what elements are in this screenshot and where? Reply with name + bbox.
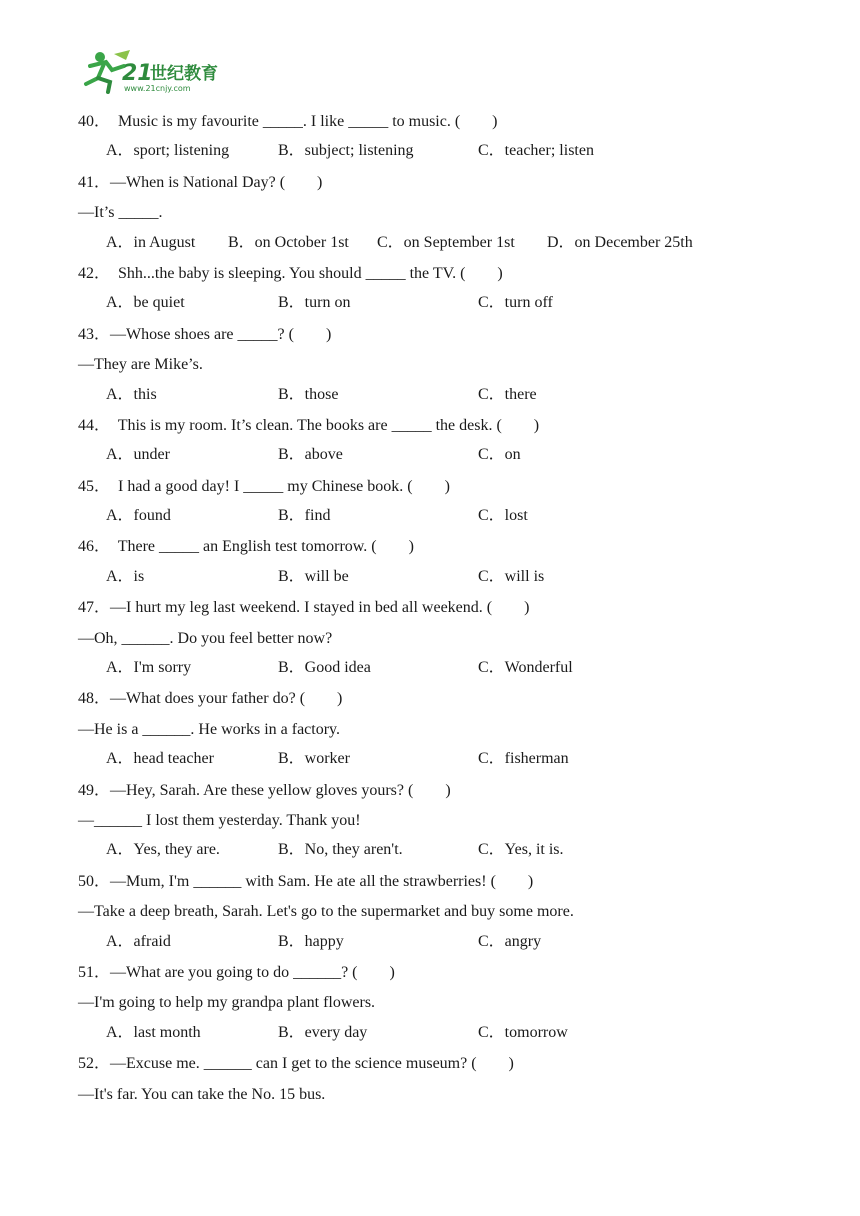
option-a[interactable]: A．I'm sorry — [106, 659, 192, 677]
option-c[interactable]: C．will is — [478, 567, 545, 585]
option-row — [78, 928, 778, 958]
option-b[interactable]: B．find — [278, 507, 331, 525]
runner-logo-icon — [78, 48, 248, 94]
question-reply: —He is a ______. He works in a factory. — [78, 720, 341, 738]
question-reply: —I'm going to help my grandpa plant flowers. — [78, 994, 376, 1012]
option-a[interactable]: A．sport; listening — [106, 142, 230, 160]
option-a[interactable]: A．this — [106, 385, 157, 403]
option-c[interactable]: C．on — [478, 446, 521, 464]
option-b[interactable]: B．will be — [278, 567, 349, 585]
question-stem: 47．—I hurt my leg last weekend. I stayed in bed all weekend. ( ) — [78, 599, 530, 617]
option-c[interactable]: C．turn off — [478, 294, 553, 312]
option-row — [78, 137, 778, 167]
question-stem: 44． This is my room. It’s clean. The books are _____ the desk. ( ) — [78, 416, 540, 434]
option-c[interactable]: C．teacher; listen — [478, 142, 594, 160]
question-stem: 52．—Excuse me. ______ can I get to the science museum? ( ) — [78, 1055, 514, 1073]
option-c[interactable]: C．angry — [478, 932, 542, 950]
option-row — [78, 745, 778, 775]
option-c[interactable]: C．Wonderful — [478, 659, 573, 677]
option-a[interactable]: A．under — [106, 446, 170, 464]
option-c[interactable]: C．tomorrow — [478, 1023, 568, 1041]
option-row — [78, 502, 778, 532]
question-reply: —Oh, ______. Do you feel better now? — [78, 629, 333, 647]
question-stem: 45． I had a good day! I _____ my Chinese book. ( ) — [78, 477, 450, 495]
option-row — [78, 654, 778, 684]
question-reply: —It’s _____. — [78, 204, 163, 222]
option-row — [78, 563, 778, 593]
option-row — [78, 441, 778, 471]
option-c[interactable]: C．there — [478, 385, 537, 403]
option-b[interactable]: B．every day — [278, 1023, 368, 1041]
option-a[interactable]: A．in August — [106, 233, 196, 251]
question-list — [78, 107, 778, 1110]
option-b[interactable]: B．Good idea — [278, 659, 371, 677]
option-a[interactable]: A．be quiet — [106, 294, 185, 312]
question-stem: 40． Music is my favourite _____. I like _____ to music. ( ) — [78, 113, 498, 130]
question-stem: 50．—Mum, I'm ______ with Sam. He ate all the strawberries! ( ) — [78, 872, 534, 890]
option-a[interactable]: A．last month — [106, 1023, 201, 1041]
option-b[interactable]: B．happy — [278, 932, 344, 950]
site-logo — [78, 48, 248, 94]
option-a[interactable]: A．head teacher — [106, 750, 214, 768]
option-c[interactable]: C．on September 1st — [377, 233, 515, 251]
svg-text:21: 21 — [122, 61, 153, 86]
option-row — [78, 381, 778, 411]
option-b[interactable]: B．No, they aren't. — [278, 841, 403, 859]
question-reply: —______ I lost them yesterday. Thank you! — [78, 811, 361, 829]
option-c[interactable]: C．Yes, it is. — [478, 841, 564, 859]
question-stem: 42． Shh...the baby is sleeping. You should _____ the TV. ( ) — [78, 264, 503, 282]
question-reply: —It's far. You can take the No. 15 bus. — [78, 1085, 326, 1103]
option-b[interactable]: B．above — [278, 446, 343, 464]
option-row — [78, 1019, 778, 1049]
question-stem: 46． There _____ an English test tomorrow. ( ) — [78, 538, 414, 556]
option-row — [78, 229, 778, 259]
option-a[interactable]: A．afraid — [106, 932, 171, 950]
question-stem: 41．—When is National Day? ( ) — [78, 173, 323, 191]
question-reply: —Take a deep breath, Sarah. Let's go to the supermarket and buy some more. — [78, 903, 574, 921]
option-a[interactable]: A．found — [106, 507, 171, 525]
question-stem: 48．—What does your father do? ( ) — [78, 690, 343, 708]
option-b[interactable]: B．on October 1st — [228, 233, 349, 251]
option-c[interactable]: C．lost — [478, 507, 528, 525]
option-b[interactable]: B．turn on — [278, 294, 351, 312]
option-row — [78, 289, 778, 319]
option-b[interactable]: B．those — [278, 385, 339, 403]
question-stem: 49．—Hey, Sarah. Are these yellow gloves yours? ( ) — [78, 781, 451, 799]
option-a[interactable]: A．is — [106, 567, 145, 585]
svg-text:世纪教育: 世纪教育 — [150, 64, 218, 84]
option-b[interactable]: B．subject; listening — [278, 142, 414, 160]
svg-text:www.21cnjy.com: www.21cnjy.com — [124, 84, 191, 93]
option-row — [78, 836, 778, 866]
option-d[interactable]: D．on December 25th — [547, 233, 693, 251]
question-stem: 51．—What are you going to do ______? ( ) — [78, 963, 395, 981]
question-reply: —They are Mike’s. — [78, 356, 203, 374]
option-c[interactable]: C．fisherman — [478, 750, 569, 768]
option-b[interactable]: B．worker — [278, 750, 350, 768]
question-stem: 43．—Whose shoes are _____? ( ) — [78, 325, 332, 343]
option-a[interactable]: A．Yes, they are. — [106, 841, 220, 859]
